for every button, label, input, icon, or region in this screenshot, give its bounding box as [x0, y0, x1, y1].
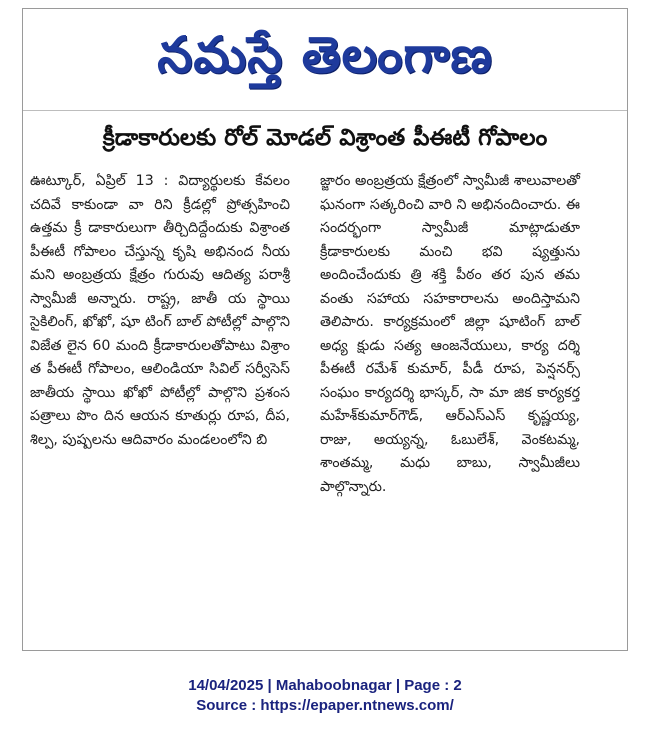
masthead-divider	[23, 110, 627, 111]
footer-source: Source : https://epaper.ntnews.com/	[196, 697, 454, 714]
footer-date-edition: 14/04/2025 | Mahaboobnagar | Page : 2	[188, 677, 462, 694]
article-body-right: జ్జారం అంబ్రత్రయ క్షేత్రంలో స్వామీజీ శాలువాలతో ఘనంగా సత్కరించి వారి ని అభినందించారు. ఈ సందర్భంగా స్వామీజీ మాట్లాడుతూ క్రీడాకారులకు మంచి భవి ష్యత్తును అందించేందుకు త్రి శక్తి పీఠం తర పున తమ వంతు సహాయ సహకారాలను అందిస్తామని తెలిపారు. కార్యక్రమంలో జిల్లా షూటింగ్ బాల్ అధ్య క్షుడు సత్య ఆంజనేయులు, కార్య దర్శి పీఈటీ రమేశ్ కుమార్, పీడీ రూప, పెన్షనర్స్ సంఘం కార్యదర్శి భాస్కర్, సా మా జిక కార్యకర్త మహేశ్‌కుమార్‌గౌడ్, ఆర్ఎస్ఎస్ కృష్ణయ్య, రాజు, అయ్యన్న, ఓబులేశ్, వెంకటమ్మ, శాంతమ్మ, మధు బాబు, స్వామీజీలు పాల్గొన్నారు.	[320, 173, 580, 495]
article-column-right	[320, 170, 580, 499]
masthead-logo: నమస్తే తెలంగాణ	[157, 26, 493, 84]
article-column-left	[30, 170, 290, 452]
article-body-left: ఊట్కూర్, ఏప్రిల్ 13 : విద్యార్థులకు కేవలం చదివే కాకుండా వా రిని క్రీడల్లో ప్రోత్సహించి ఉత్తమ క్రీ డాకారులుగా తీర్చిదిద్దేందుకు విశ్రాంత పీఈటీ గోపాలం చేస్తున్న కృషి అభినంద నీయ మని అంబ్రత్రయ క్షేత్రం గురువు ఆదిత్య పరాశ్రీ స్వామీజీ అన్నారు. రాష్ట్ర, జాతీ య స్థాయి సైకిలింగ్, ఖోఖో, షూ టింగ్ బాల్ పోటీల్లో పాల్గొని విజేత లైన 60 మంది క్రీడాకారులతోపాటు విశ్రాం త పీఈటీ గోపాలం, ఆలిండియా సివిల్ సర్వీసెస్ జాతీయ స్థాయి ఖోఖో పోటీల్లో పాల్గొని ప్రశంస పత్రాలు పొం దిన ఆయన కూతుర్లు రూప, దీప, శిల్ప, పుష్పలను ఆదివారం మండలంలోని బి	[30, 173, 290, 448]
article-headline: క్రీడాకారులకు రోల్ మోడల్ విశ్రాంత పీఈటీ గోపాలం	[102, 125, 548, 151]
masthead	[23, 9, 627, 101]
footer	[0, 676, 650, 716]
